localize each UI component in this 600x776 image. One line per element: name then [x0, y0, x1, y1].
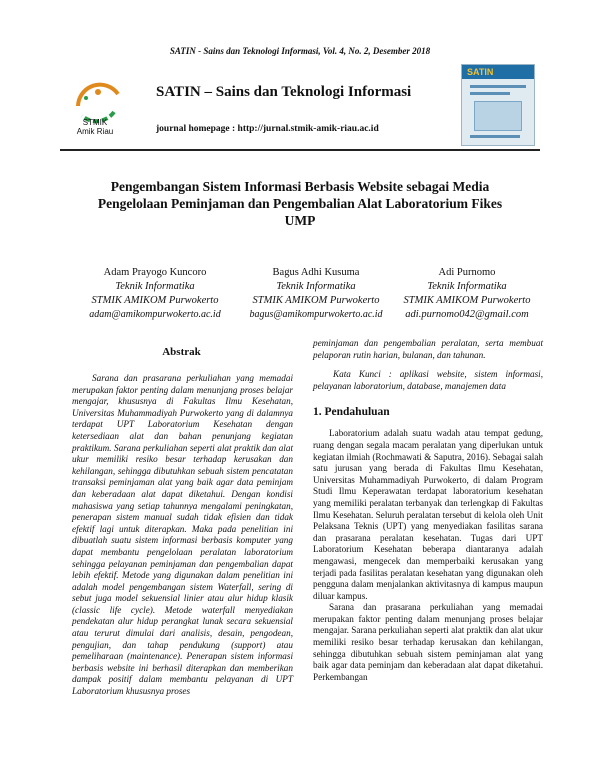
keywords: Kata Kunci : aplikasi website, sistem informasi, pelayanan laboratorium, database, manajemen data [313, 369, 543, 391]
author-name: Adam Prayogo Kuncoro [103, 267, 207, 278]
abstract-continuation: peminjaman dan pengembalian peralatan, serta membuat pelaporan rutin harian, bulanan, dan tahunan. [313, 338, 543, 360]
cover-title: SATIN [467, 67, 494, 77]
running-header: SATIN - Sains dan Teknologi Informasi, Vol. 4, No. 2, Desember 2018 [169, 46, 431, 56]
journal-cover-image [461, 64, 535, 146]
abstract-text: Sarana dan prasarana perkuliahan yang memadai merupakan faktor penting dalam menunjang proses belajar mengajar, khususnya di Fakultas Ilmu Kesehatan, Universitas Muhammadiyah Purwokerto yang di dalamnya terdapat UPT Laboratorium Kesehatan dengan ketersediaan alat dan bahan penunjang kegiatan praktikum. Sarana perkuliahan seperti alat praktik dan alat ukur memiliki resiko besar terhadap kerusakan dan kehilangan, sehingga dibutuhkan sebuah sistem pencatatan transaksi peminjaman alat yang baik agar data peminjam dan keberadaan alat dapat diketahui. Dengan kondisi mahasiswa yang setiap tahunnya mengalami peningkatan, penerapan sistem manual sudah tidak efisien dan tidak efektif lagi untuk diterapkan. Maka pada penelitian ini dibuatlah suatu sistem informasi berbasis komputer yang dapat membantu pengelolaan peralatan laboratorium sehingga pelayanan peminjaman dan pengembalian dapat lebih efektif. Metode yang digunakan dalam penelitian ini adalah model pengembangan sistem Waterfall, sering di sebut juga model sekuensial linier atau alur hidup klasik (classic life cycle). Metode waterfall menyediakan pendekatan alur hidup perangkat lunak secara sekuensial atau terurut dimulai dari analisis, desain, pengodean, pengujian, dan tahap pendukung (support) atau pemeliharaan (maintenance). Penerapan sistem informasi berbasis website ini berhasil diterapkan dan memberikan dampak positif dalam membantu pelayanan di UPT Laboratorium khususnya proses [72, 373, 293, 697]
author-institution: STMIK AMIKOM Purwokerto [252, 295, 380, 306]
body-paragraph: Laboratorium adalah suatu wadah atau tempat gedung, ruang dengan segala macam peralatan yang diperlukan untuk kegiatan ilmiah (Rochmawati & Saputra, 2016). Sebagai salah satu jurusan yang berada di Fakultas Ilmu Kesehatan, Universitas Muhammadiyah Purwokerto, di dalam Program Studi Ilmu Keperawatan terdapat laboratorium kesehatan yang memiliki peralatan terbanyak dan terlengkap di Fakultas Ilmu Kesehatan. Seluruh peralatan tersebut di kelola oleh Unit Pelaksana Teknis (UPT) yang menyediakan fasilitas sarana dan prasarana peralatan kesehatan. Tugas dari UPT Laboratorium Kesehatan beberapa diantaranya adalah mengawasi, mengecek dan memperbaiki kerusakan yang terjadi pada fasilitas peralatan kesehatan yang digunakan oleh pengguna dalam menjalankan aktivitasnya di kampus maupun diluar kampus. [313, 428, 543, 601]
author-affiliation: Teknik Informatika [115, 281, 195, 292]
author-institution: STMIK AMIKOM Purwokerto [403, 295, 531, 306]
logo-line-1: STMIK [82, 118, 108, 127]
header-divider [60, 149, 540, 151]
author-institution: STMIK AMIKOM Purwokerto [91, 295, 219, 306]
author-email: bagus@amikompurwokerto.ac.id [249, 309, 383, 320]
author-affiliation: Teknik Informatika [427, 281, 507, 292]
author-block [236, 266, 396, 322]
abstract-heading: Abstrak [162, 346, 201, 358]
author-email: adam@amikompurwokerto.ac.id [89, 309, 221, 320]
paper-title: Pengembangan Sistem Informasi Berbasis Website sebagai Media Pengelolaan Peminjaman dan Pengembalian Alat Laboratorium Fikes UMP [97, 179, 503, 228]
author-affiliation: Teknik Informatika [276, 281, 356, 292]
body-paragraph: Sarana dan prasarana perkuliahan yang memadai merupakan faktor penting dalam menunjang proses belajar mengajar. Sarana perkuliahan seperti alat praktik dan alat ukur memiliki resiko besar terhadap kerusakan dan kehilangan, sehingga dibutuhkan sebuah sistem peminjaman alat yang baik agar data peminjam dan keberadaan alat dapat diketahui. Perkembangan [313, 602, 543, 682]
author-name: Adi Purnomo [438, 267, 496, 278]
right-column [313, 338, 543, 683]
author-email: adi.purnomo042@gmail.com [405, 309, 529, 320]
logo-text [60, 118, 130, 136]
section-heading: 1. Pendahuluan [313, 406, 390, 419]
logo-line-2: Amik Riau [76, 127, 114, 136]
journal-name: SATIN – Sains dan Teknologi Informasi [156, 84, 412, 100]
author-block [392, 266, 542, 322]
author-name: Bagus Adhi Kusuma [272, 267, 360, 278]
author-block [60, 266, 250, 322]
journal-header [60, 62, 540, 146]
left-column [60, 338, 303, 698]
journal-homepage: journal homepage : http://jurnal.stmik-amik-riau.ac.id [156, 124, 379, 134]
